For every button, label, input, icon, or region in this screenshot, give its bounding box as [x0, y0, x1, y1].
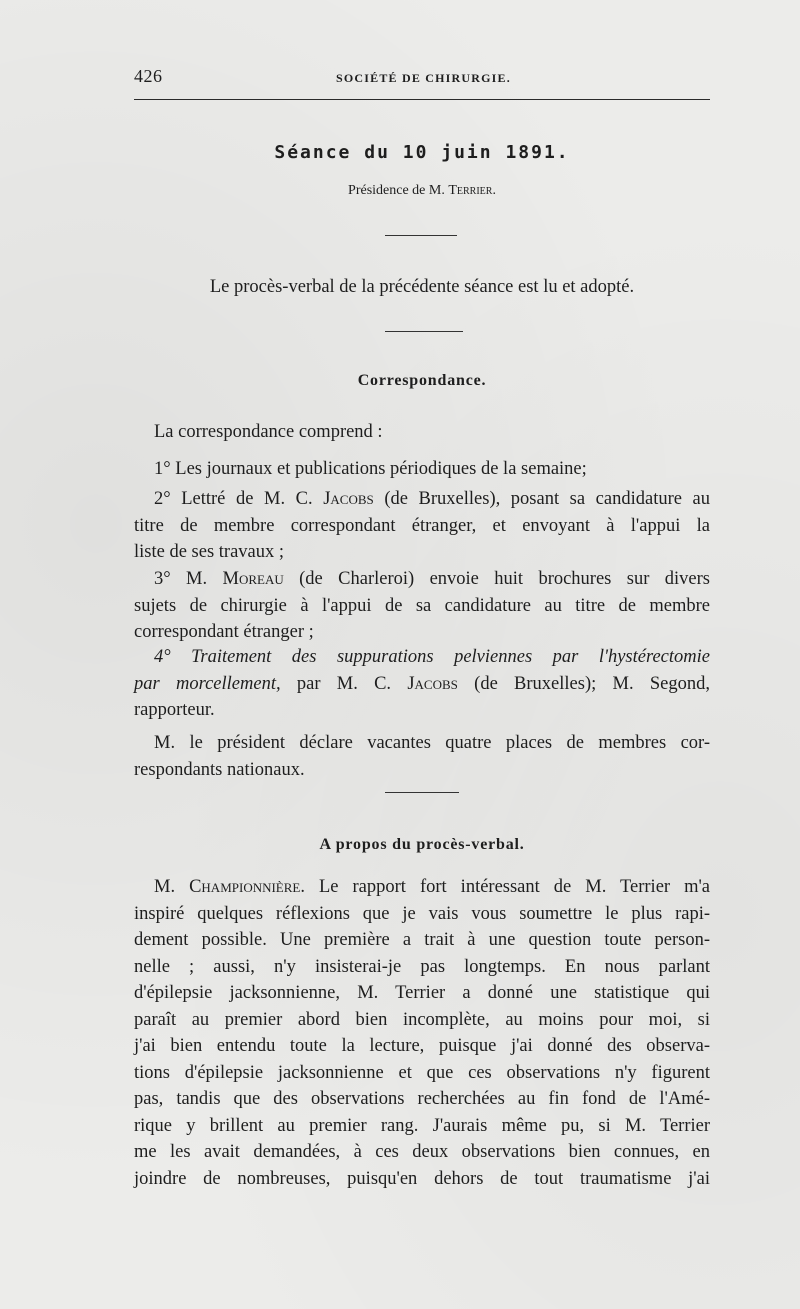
text-line: d'épilepsie jacksonnienne, M. Terrier a donné une statistique qui	[134, 983, 710, 1003]
text-line: 4° Traitement des suppurations pelviennes par l'hystérectomie	[154, 647, 710, 667]
correspondence-item-4	[134, 644, 710, 724]
text-line: respondants nationaux.	[134, 759, 305, 780]
text-line: sujets de chirurgie à l'appui de sa candidature au titre de membre	[134, 595, 710, 616]
text-line: nelle ; aussi, n'y insisterai-je pas longtemps. En nous parlant	[134, 956, 710, 977]
text-line: rique y brillent au premier rang. J'aurais même pu, si M. Terrier	[134, 1115, 710, 1136]
separator-rule	[385, 792, 459, 793]
correspondence-item-2	[134, 486, 710, 566]
vacancy-announcement	[134, 730, 710, 783]
text-line: rapporteur.	[134, 700, 215, 720]
text-line: pas, tandis que des observations recherchées au fin fond de l'Amé-	[134, 1089, 710, 1109]
correspondence-item-3	[134, 566, 710, 646]
text-line: inspiré quelques réflexions que je vais vous soumettre le plus rapi-	[134, 903, 710, 924]
person-name: Jacobs	[323, 489, 374, 509]
correspondence-intro	[134, 419, 710, 446]
page-number: 426	[134, 66, 163, 86]
championniere-paragraph	[134, 874, 710, 1192]
text-segment: (de Charleroi) envoie huit brochures sur divers	[283, 569, 710, 589]
text-segment: (de Bruxelles), posant sa candidature au	[373, 489, 710, 509]
text-line: me les avait demandées, à ces deux observations bien connues, en	[134, 1142, 710, 1162]
text-line	[134, 566, 710, 593]
text-segment: Le rapport fort intéressant de M. Terrier m'a	[305, 877, 711, 897]
presidency-line	[134, 183, 710, 199]
separator-rule	[385, 331, 463, 332]
presidency-prefix: Présidence de M.	[348, 183, 449, 198]
text-line: M. le président déclare vacantes quatre places de membres cor-	[154, 733, 710, 753]
section-heading-proces-verbal: A propos du procès-verbal.	[319, 836, 525, 853]
president-name: Terrier.	[448, 183, 496, 198]
text-segment: 3° M.	[154, 569, 223, 589]
text-segment: 2° Lettré de M. C.	[154, 489, 324, 509]
text-line: correspondant étranger ;	[134, 622, 314, 642]
text-line: La correspondance comprend :	[154, 422, 383, 442]
person-name: Moreau	[222, 569, 284, 589]
running-title: SOCIÉTÉ DE CHIRURGIE.	[336, 71, 511, 85]
header-rule	[134, 99, 710, 100]
minutes-adopted: Le procès-verbal de la précédente séance est lu et adopté.	[209, 277, 635, 297]
person-name: Jacobs	[407, 673, 458, 694]
text-line	[134, 671, 710, 698]
correspondence-item-1	[134, 456, 710, 483]
text-segment: (de Bruxelles); M. Segond,	[457, 673, 710, 694]
separator-rule	[385, 235, 457, 236]
text-line	[134, 874, 710, 901]
speaker-name: M. Championnière.	[154, 877, 305, 897]
text-line	[134, 486, 710, 513]
section-heading-correspondance: Correspondance.	[357, 372, 487, 389]
text-line: tions d'épilepsie jacksonnienne et que ces observations n'y figurent	[134, 1062, 710, 1083]
session-title: Séance du 10 juin 1891.	[274, 142, 570, 163]
text-line: paraît au premier abord bien incomplète, au moins pour moi, si	[134, 1009, 710, 1030]
text-line: 1° Les journaux et publications périodiques de la semaine;	[154, 459, 587, 479]
text-line: titre de membre correspondant étranger, et envoyant à l'appui la	[134, 515, 710, 536]
text-line: joindre de nombreuses, puisqu'en dehors de tout traumatisme j'ai	[134, 1168, 710, 1189]
text-segment: par M. C.	[280, 673, 408, 694]
text-line: liste de ses travaux ;	[134, 542, 285, 562]
page-header	[134, 64, 710, 94]
text-line: dement possible. Une première a trait à une question toute person-	[134, 930, 710, 950]
text-line: j'ai bien entendu toute la lecture, puisque j'ai donné des observa-	[134, 1036, 710, 1056]
text-segment: par morcellement,	[134, 673, 281, 694]
